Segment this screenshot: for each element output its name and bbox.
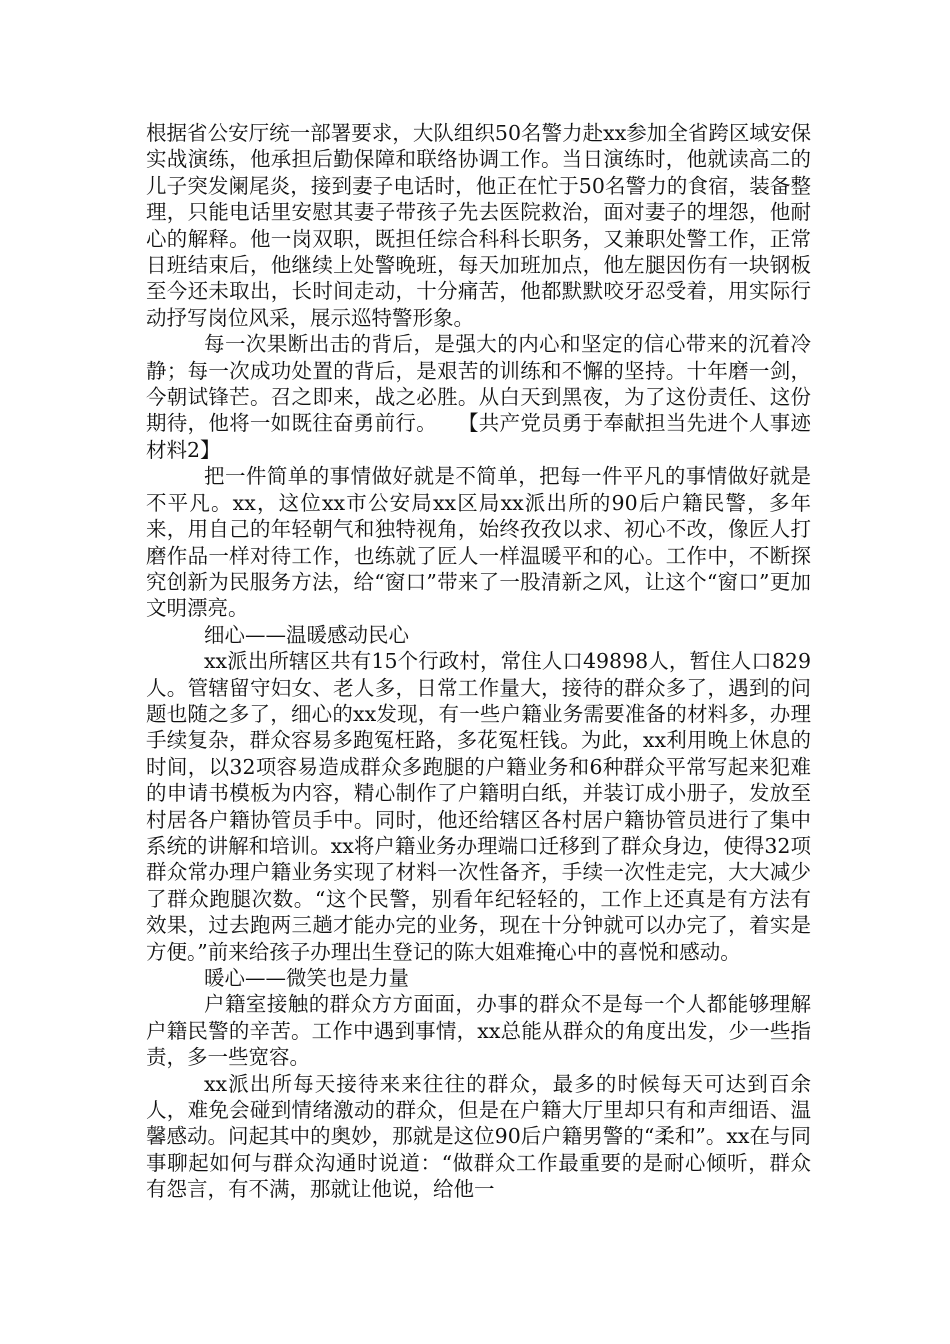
section-heading-xixin: 细心——温暖感动民心 xyxy=(204,622,409,647)
paragraph-4: xx派出所辖区共有15个行政村，常住人口49898人，暂住人口829人。管辖留守妇女、老人多，日常工作量大，接待的群众多了，遇到的问题也随之多了，细心的xx发现，有一些户籍业务需要准备的材料多，办理手续复杂，群众容易多跑冤枉路，多花冤枉钱。为此，xx利用晚上休息的时间，以32项容易造成群众多跑腿的户籍业务和6种群众平常写起来犯难的申请书模板为内容，精心制作了户籍明白纸，并装订成小册子，发放至村居各户籍协管员手中。同时，他还给辖区各村居户籍协管员进行了集中系统的讲解和培训。xx将户籍业务办理端口迁移到了群众身边，使得32项群众常办理户籍业务实现了材料一次性备齐，手续一次性走完，大大减少了群众跑腿次数。“这个民警，别看年纪轻轻的，工作上还真是有方法有效果，过去跑两三趟才能办完的业务，现在十分钟就可以办完了，着实是方便。”前来给孩子办理出生登记的陈大姐难掩心中的喜悦和感动。 xyxy=(146,649,811,964)
paragraph-3: 把一件简单的事情做好就是不简单，把每一件平凡的事情做好就是不平凡。xx，这位xx市公安局xx区局xx派出所的90后户籍民警，多年来，用自己的年轻朝气和独特视角，始终孜孜以求、初心不改，像匠人打磨作品一样对待工作，也练就了匠人一样温暖平和的心。工作中，不断探究创新为民服务方法，给“窗口”带来了一股清新之风，让这个“窗口”更加文明漂亮。 xyxy=(146,464,811,621)
paragraph-6: xx派出所每天接待来来往往的群众，最多的时候每天可达到百余人，难免会碰到情绪激动的群众，但是在户籍大厅里却只有和声细语、温馨感动。问起其中的奥妙，那就是这位90后户籍男警的“柔和”。xx在与同事聊起如何与群众沟通时说道：“做群众工作最重要的是耐心倾听，群众有怨言，有不满，那就让他说，给他一 xyxy=(146,1071,811,1202)
section-heading-nuanxin: 暖心——微笑也是力量 xyxy=(204,966,409,990)
paragraph-5: 户籍室接触的群众方方面面，办事的群众不是每一个人都能够理解户籍民警的辛苦。工作中遇到事情，xx总能从群众的角度出发，少一些指责，多一些宽容。 xyxy=(146,992,811,1070)
paragraph-2: 每一次果断出击的背后，是强大的内心和坚定的信心带来的沉着冷静；每一次成功处置的背后，是艰苦的训练和不懈的坚持。十年磨一剑，今朝试锋芒。召之即来，战之必胜。从白天到黑夜，为了这份责任、这份期待，他将一如既往奋勇前行。 【共产党员勇于奉献担当先进个人事迹材料2】 xyxy=(146,332,811,462)
document-body xyxy=(146,120,811,1203)
paragraph-1: 根据省公安厅统一部署要求，大队组织50名警力赴xx参加全省跨区域安保实战演练，他承担后勤保障和联络协调工作。当日演练时，他就读高二的儿子突发阑尾炎，接到妻子电话时，他正在忙于50名警力的食宿，装备整理，只能电话里安慰其妻子带孩子先去医院救治，面对妻子的埋怨，他耐心的解释。他一岗双职，既担任综合科科长职务，又兼职处警工作，正常日班结束后，他继续上处警晚班，每天加班加点，他左腿因伤有一块钢板至今还未取出，长时间走动，十分痛苦，他都默默咬牙忍受着，用实际行动抒写岗位风采，展示巡特警形象。 xyxy=(146,121,811,330)
